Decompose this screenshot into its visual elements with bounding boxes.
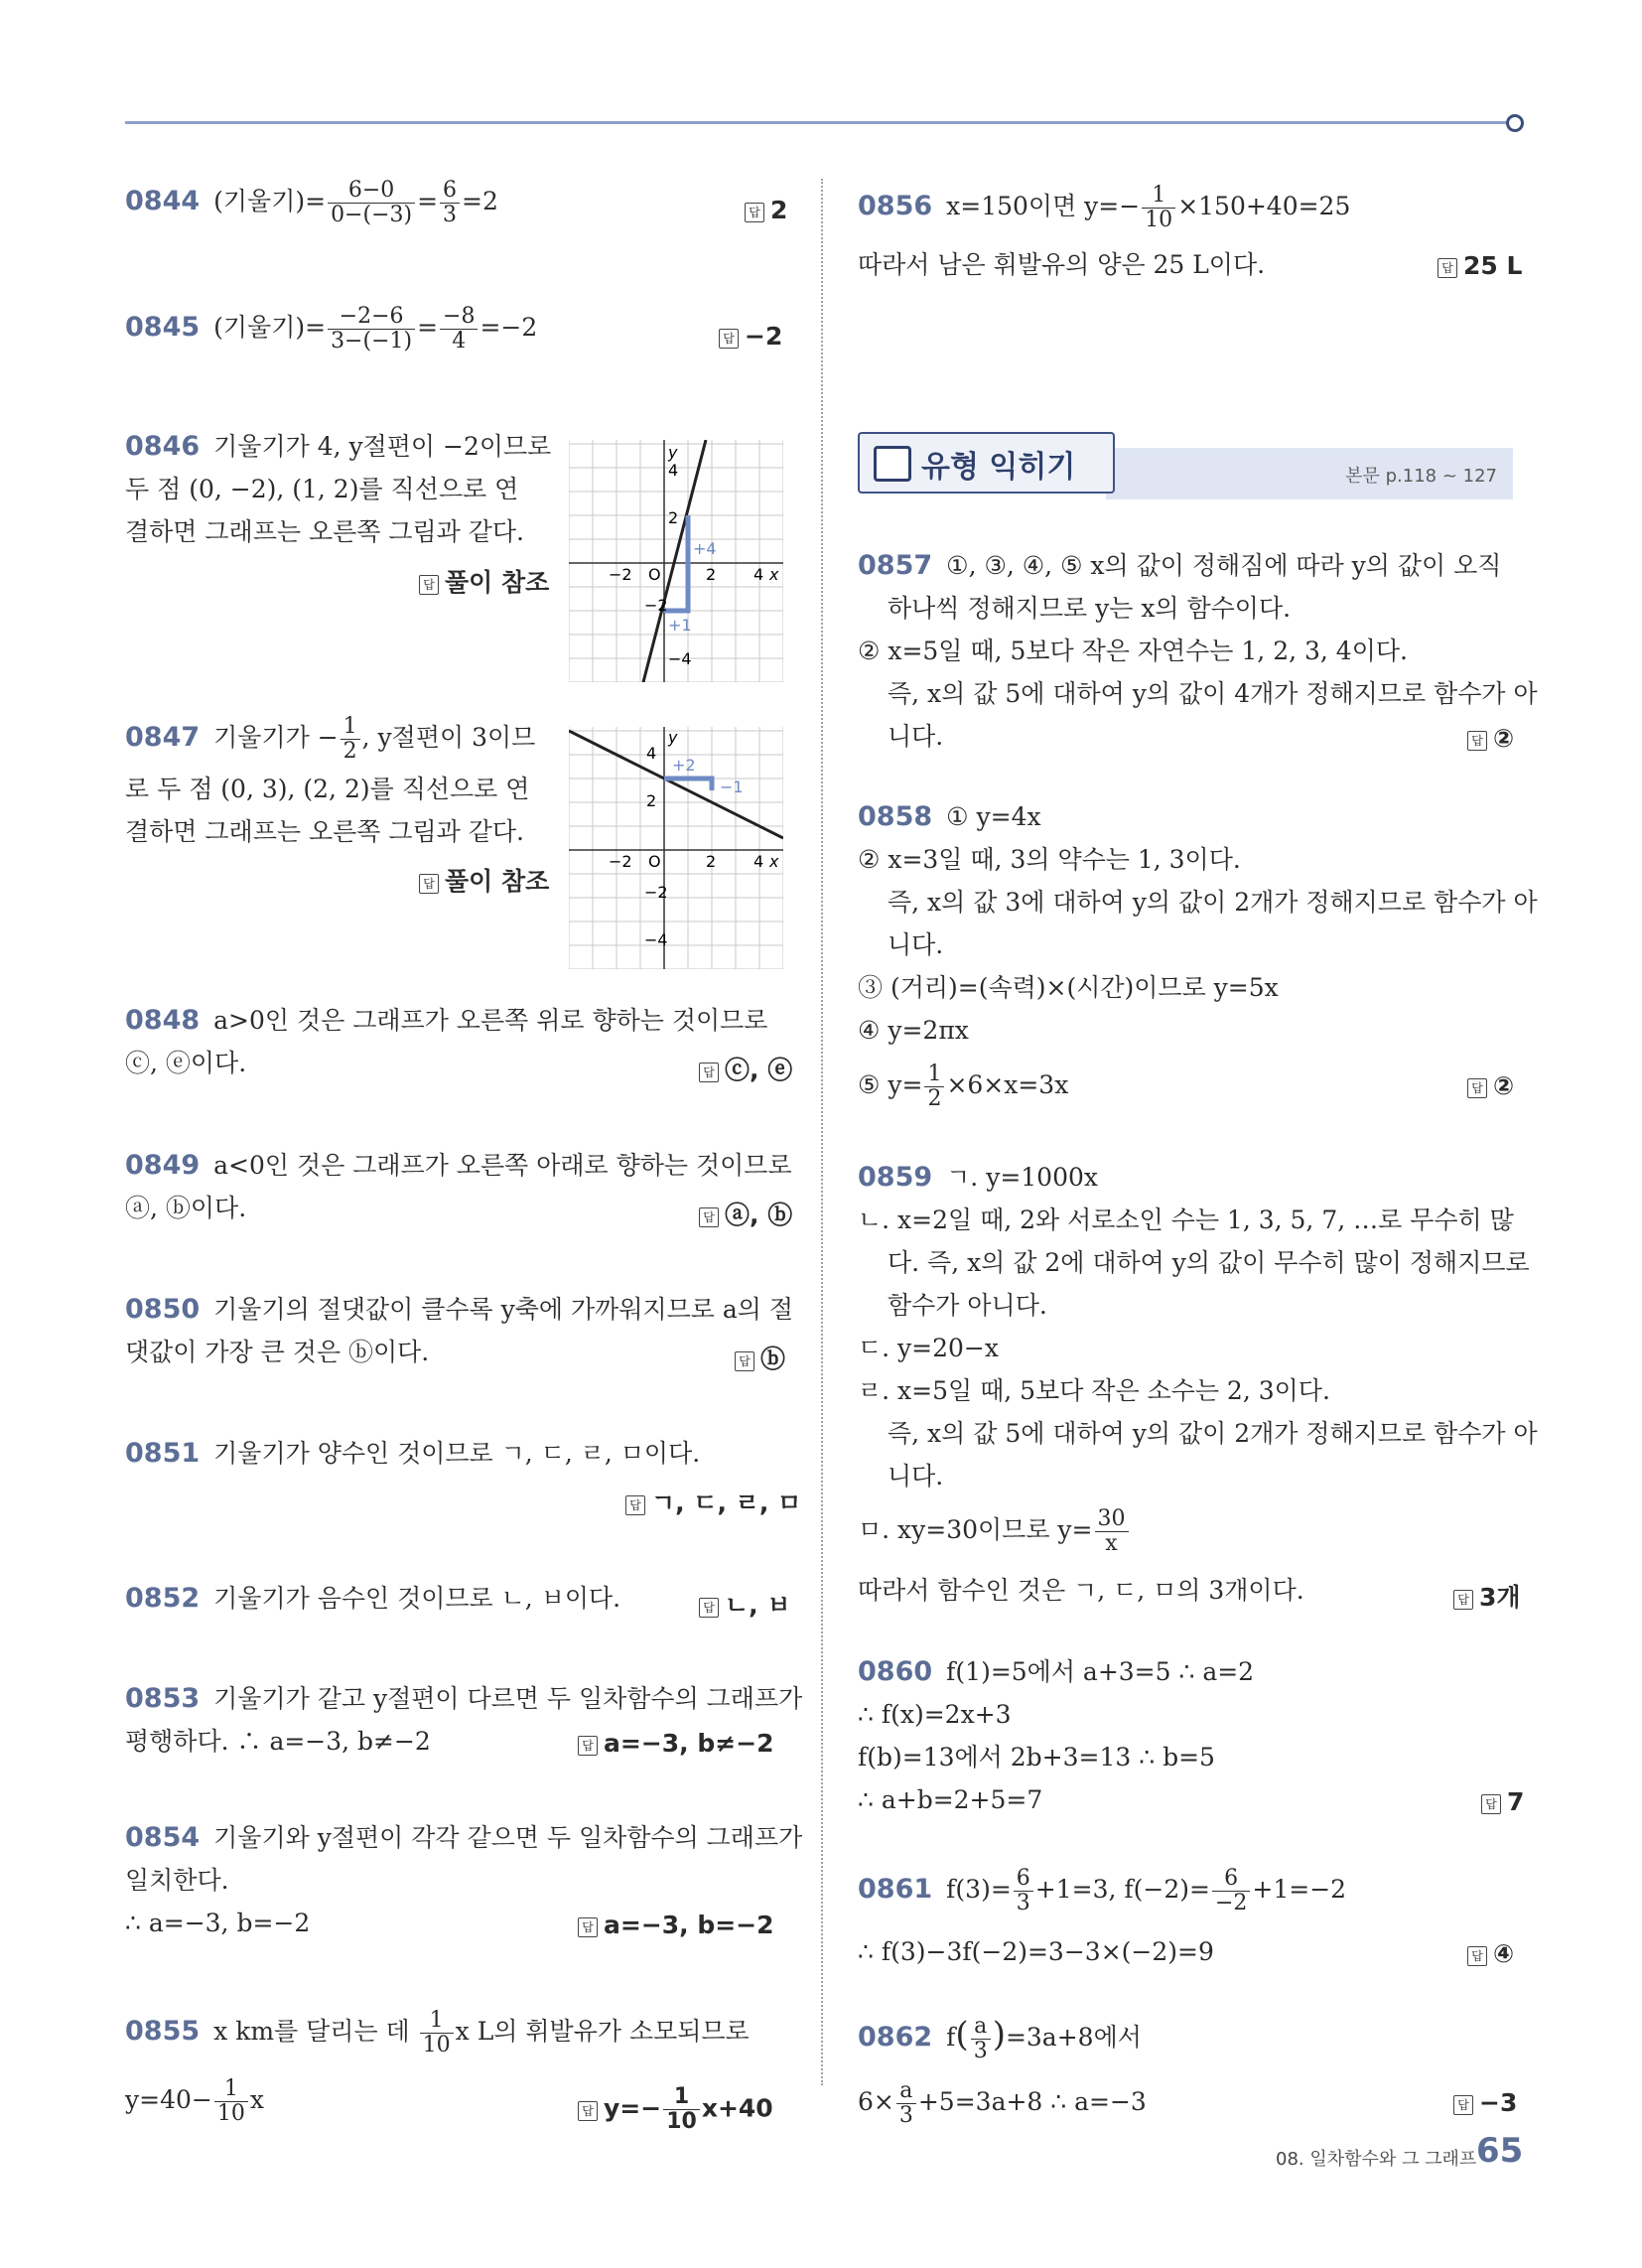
answer-0855	[578, 2085, 773, 2134]
text-line: 니다.	[888, 930, 944, 959]
text-line: ∴ f(x)=2x+3	[858, 1700, 1012, 1729]
answer-mark-icon: 답	[745, 203, 764, 222]
problem-number: 0848	[125, 1005, 201, 1036]
origin-label: O	[648, 565, 661, 584]
denominator: 0−(−3)	[331, 203, 413, 227]
answer-0849	[699, 1196, 792, 1231]
answer-mark-icon: 답	[1481, 1794, 1501, 1814]
fraction	[341, 715, 360, 764]
text: x L의 휘발유가 소모되므로	[455, 2017, 750, 2046]
answer-0851	[625, 1484, 801, 1519]
answer-0861	[1467, 1939, 1514, 1968]
answer-value: ⓐ, ⓑ	[725, 1201, 793, 1229]
problem-0844	[125, 179, 498, 227]
text-line: ③ (거리)=(속력)×(시간)이므로 y=5x	[858, 973, 1279, 1002]
x-tick-label: 2	[706, 565, 717, 584]
answer-0852	[699, 1586, 791, 1622]
answer-0862	[1453, 2088, 1517, 2117]
problem-0859	[858, 1156, 1098, 1199]
problem-number: 0858	[858, 801, 933, 832]
text-line: f(b)=13에서 2b+3=13 ∴ b=5	[858, 1743, 1215, 1772]
answer-mark-icon: 답	[1467, 1946, 1487, 1966]
text-line: ㄹ. x=5일 때, 5보다 작은 소수는 2, 3이다.	[858, 1376, 1330, 1405]
banner-title-box	[858, 432, 1115, 494]
text: 6×	[858, 2087, 894, 2116]
y-tick-label: −2	[644, 883, 668, 902]
text: =2	[462, 187, 498, 215]
numerator: 1	[420, 2009, 454, 2034]
text: a<0인 것은 그래프가 오른쪽 아래로 향하는 것이므로	[213, 1151, 792, 1180]
x-axis-label: x	[769, 565, 779, 584]
text: 기울기가 같고 y절편이 다르면 두 일차함수의 그래프가	[213, 1684, 803, 1713]
answer-value: ㄴ, ㅂ	[725, 1591, 791, 1620]
fraction	[420, 2009, 454, 2057]
fraction	[924, 1063, 944, 1111]
problem-number: 0856	[858, 191, 933, 221]
answer-0848	[699, 1051, 792, 1086]
text: f(1)=5에서 a+3=5 ∴ a=2	[946, 1657, 1255, 1686]
text-line: ④ y=2πx	[858, 1016, 969, 1045]
problem-number: 0860	[858, 1656, 933, 1687]
denominator: 10	[1145, 208, 1173, 232]
y-tick-label: 4	[668, 461, 679, 480]
problem-number: 0855	[125, 2016, 201, 2047]
y-tick-label: −4	[668, 649, 692, 668]
page-number: 65	[1476, 2131, 1524, 2171]
problem-0861	[858, 1867, 1346, 1915]
text: ㅁ. xy=30이므로 y=	[858, 1515, 1093, 1544]
answer-mark-icon: 답	[578, 1736, 598, 1756]
problem-0854	[125, 1816, 802, 1859]
text-line: 따라서 남은 휘발유의 양은 25 L이다.	[858, 250, 1266, 279]
text: 기울기와 y절편이 각각 같으면 두 일차함수의 그래프가	[213, 1823, 803, 1852]
step-label: +2	[672, 756, 696, 775]
answer-mark-icon: 답	[1453, 1590, 1473, 1610]
answer-value: ②	[1493, 724, 1515, 753]
denominator: −2	[1214, 1891, 1248, 1915]
answer-0854	[578, 1911, 774, 1939]
answer-mark-icon: 답	[735, 1351, 754, 1371]
numerator: 6	[1212, 1867, 1250, 1892]
text: a>0인 것은 그래프가 오른쪽 위로 향하는 것이므로	[213, 1006, 768, 1035]
y-tick-label: −4	[644, 930, 668, 949]
graph-0847	[569, 727, 783, 969]
text: +1=−2	[1252, 1875, 1347, 1904]
line-y-half-x-3	[569, 731, 783, 838]
answer-0858	[1467, 1071, 1514, 1100]
text: ×150+40=25	[1177, 192, 1351, 220]
problem-0845	[125, 305, 537, 354]
text: f(3)=	[946, 1875, 1012, 1904]
text: (기울기)=	[213, 187, 327, 215]
text: =−2	[479, 313, 538, 342]
answer-0847	[419, 862, 549, 898]
step-label: +4	[693, 539, 717, 558]
text-line: ∴ f(3)−3f(−2)=3−3×(−2)=9	[858, 1937, 1214, 1966]
fraction	[896, 2079, 916, 2128]
numerator: 1	[924, 1063, 944, 1087]
text-line: 두 점 (0, −2), (1, 2)를 직선으로 연	[125, 475, 519, 503]
answer-value: 3개	[1479, 1583, 1521, 1612]
text: f	[946, 2023, 956, 2052]
fraction	[214, 2077, 248, 2126]
fraction	[1142, 184, 1175, 232]
text-line: 댓값이 가장 큰 것은 ⓑ이다.	[125, 1338, 430, 1366]
problem-number: 0862	[858, 2022, 933, 2053]
answer-value: ⓒ, ⓔ	[725, 1056, 793, 1084]
problem-0850	[125, 1288, 793, 1331]
problem-number: 0851	[125, 1438, 201, 1469]
text: 기울기가 4, y절편이 −2이므로	[213, 432, 552, 461]
answer-0850	[735, 1340, 785, 1375]
problem-0858	[858, 795, 1041, 838]
text: 기울기가 −	[213, 723, 339, 752]
text: (기울기)=	[213, 313, 327, 342]
text-line: ② x=3일 때, 3의 약수는 1, 3이다.	[858, 845, 1241, 874]
problem-0855	[125, 2009, 750, 2057]
problem-0859-line9	[858, 1507, 1131, 1556]
fraction	[1095, 1507, 1129, 1556]
answer-mark-icon: 답	[419, 874, 439, 894]
denominator: x	[1105, 1531, 1118, 1556]
text-line: 평행하다. ∴ a=−3, b≠−2	[125, 1727, 431, 1756]
text-line: 니다.	[888, 1462, 944, 1490]
text-line: 결하면 그래프는 오른쪽 그림과 같다.	[125, 517, 524, 546]
denominator: 3	[1016, 1891, 1030, 1915]
denominator: 3−(−1)	[331, 329, 413, 354]
y-tick-label: 4	[646, 744, 657, 763]
answer-0860	[1481, 1787, 1524, 1816]
text: +1=3, f(−2)=	[1034, 1875, 1210, 1904]
problem-0860	[858, 1650, 1254, 1693]
text: +5=3a+8 ∴ a=−3	[917, 2087, 1147, 2116]
fraction	[1212, 1867, 1250, 1915]
numerator: 1	[341, 715, 360, 740]
denominator: 10	[666, 2109, 697, 2134]
numerator: −8	[440, 305, 478, 330]
x-tick-label: −2	[609, 852, 632, 871]
x-tick-label: −2	[609, 565, 632, 584]
text: 기울기의 절댓값이 클수록 y축에 가까워지므로 a의 절	[213, 1295, 794, 1324]
denominator: 3	[973, 2039, 988, 2063]
problem-number: 0854	[125, 1822, 201, 1853]
text-line: ∴ a=−3, b=−2	[125, 1909, 311, 1937]
problem-0862: 0862 f( $\frac{a}{3}$ )=3a+8에서	[858, 2014, 1142, 2063]
text-line: 결하면 그래프는 오른쪽 그림과 같다.	[125, 817, 524, 846]
problem-0855-line2	[125, 2077, 264, 2126]
y-axis-label: y	[668, 443, 678, 462]
denominator: 2	[927, 1086, 942, 1111]
text-line: 로 두 점 (0, 3), (2, 2)를 직선으로 연	[125, 775, 530, 803]
top-rule	[125, 121, 1513, 124]
numerator: a	[971, 2015, 991, 2040]
answer-mark-icon: 답	[699, 1598, 719, 1618]
text-line: ∴ a+b=2+5=7	[858, 1785, 1043, 1814]
graph-0846	[569, 440, 783, 682]
answer-value: 7	[1507, 1787, 1525, 1816]
problem-0857	[858, 544, 1501, 587]
section-banner	[858, 432, 1513, 499]
y-tick-label: 2	[646, 791, 657, 810]
text-line: ㄴ. x=2일 때, 2와 서로소인 수는 1, 3, 5, 7, …로 무수히 많	[858, 1205, 1514, 1234]
text: ×6×x=3x	[946, 1070, 1069, 1099]
answer-value: 2	[770, 196, 788, 224]
answer-value: x+40	[701, 2093, 773, 2123]
chapter-footer: 08. 일차함수와 그 그래프	[1276, 2149, 1477, 2170]
answer-value: 25 L	[1463, 251, 1523, 280]
text-line: ㄷ. y=20−x	[858, 1334, 999, 1362]
denominator: 4	[452, 329, 467, 354]
numerator: 6−0	[328, 179, 415, 204]
text-line: 니다.	[888, 722, 944, 751]
answer-mark-icon: 답	[1437, 258, 1457, 278]
x-axis-label: x	[769, 852, 779, 871]
answer-value: ㄱ, ㄷ, ㄹ, ㅁ	[651, 1488, 802, 1517]
text: x km를 달리는 데	[213, 2017, 418, 2046]
banner-title: 유형 익히기	[921, 450, 1076, 485]
problem-number: 0859	[858, 1162, 933, 1193]
denominator: 3	[443, 203, 458, 227]
text-line: 즉, x의 값 3에 대하여 y의 값이 2개가 정해지므로 함수가 아	[888, 888, 1538, 917]
text: ①, ③, ④, ⑤ x의 값이 정해짐에 따라 y의 값이 오직	[946, 551, 1502, 580]
numerator: 6	[1014, 1867, 1033, 1892]
text: =	[417, 187, 439, 215]
problem-0856	[858, 184, 1350, 232]
y-tick-label: −2	[644, 596, 668, 615]
answer-mark-icon: 답	[419, 575, 439, 595]
problem-number: 0845	[125, 312, 201, 343]
problem-0851	[125, 1432, 700, 1475]
answer-mark-icon: 답	[1453, 2095, 1473, 2115]
answer-value: ④	[1493, 1939, 1515, 1968]
text: 기울기가 음수인 것이므로 ㄴ, ㅂ이다.	[213, 1584, 621, 1613]
top-rule-dot	[1506, 114, 1524, 132]
answer-0856	[1437, 251, 1522, 280]
numerator: 6	[440, 179, 460, 204]
numerator: 1	[214, 2077, 248, 2102]
answer-value: ②	[1493, 1071, 1515, 1100]
text-line: 따라서 함수인 것은 ㄱ, ㄷ, ㅁ의 3개이다.	[858, 1576, 1304, 1605]
answer-value: a=−3, b=−2	[604, 1911, 774, 1939]
problem-0849	[125, 1144, 792, 1187]
problem-0852	[125, 1577, 620, 1620]
denominator: 2	[342, 739, 357, 764]
answer-0844	[745, 196, 787, 224]
problem-number: 0857	[858, 550, 933, 581]
problem-0846	[125, 425, 551, 468]
x-tick-label: 4	[753, 565, 764, 584]
fraction	[328, 179, 415, 227]
answer-mark-icon: 답	[1467, 1078, 1487, 1098]
problem-number: 0847	[125, 722, 201, 753]
text-line: 즉, x의 값 5에 대하여 y의 값이 4개가 정해지므로 함수가 아	[888, 679, 1538, 708]
text-line: 즉, x의 값 5에 대하여 y의 값이 2개가 정해지므로 함수가 아	[888, 1419, 1538, 1448]
text: x=150이면 y=−	[946, 192, 1141, 220]
text: y=40−	[125, 2085, 212, 2114]
notebook-icon	[874, 446, 911, 482]
step-label: +1	[668, 616, 692, 635]
problem-0848	[125, 999, 767, 1042]
fraction	[1014, 1867, 1033, 1915]
answer-value: −2	[745, 322, 783, 351]
text-line: ② x=5일 때, 5보다 작은 자연수는 1, 2, 3, 4이다.	[858, 637, 1408, 665]
numerator: 1	[663, 2085, 700, 2110]
problem-0853	[125, 1677, 802, 1720]
text-line: ⓒ, ⓔ이다.	[125, 1049, 247, 1077]
numerator: −2−6	[328, 305, 415, 330]
problem-0858-line7	[858, 1063, 1068, 1111]
answer-mark-icon: 답	[699, 1207, 719, 1227]
problem-0847	[125, 715, 535, 764]
answer-value: a=−3, b≠−2	[604, 1729, 774, 1758]
step-label: −1	[720, 778, 744, 796]
text: 기울기가 양수인 것이므로 ㄱ, ㄷ, ㄹ, ㅁ이다.	[213, 1439, 701, 1468]
fraction	[440, 179, 460, 227]
text: ⑤ y=	[858, 1070, 923, 1099]
denominator: 3	[898, 2103, 913, 2128]
answer-mark-icon: 답	[699, 1063, 719, 1082]
text: ① y=4x	[946, 802, 1041, 831]
text-line: 일치한다.	[125, 1866, 229, 1895]
numerator: 1	[1142, 184, 1175, 209]
answer-mark-icon: 답	[719, 329, 739, 349]
problem-number: 0861	[858, 1874, 933, 1905]
problem-0862-line2	[858, 2079, 1147, 2128]
problem-number: 0852	[125, 1583, 201, 1614]
answer-value: 풀이 참조	[445, 568, 550, 597]
problem-number: 0844	[125, 186, 201, 216]
denominator: 10	[422, 2033, 451, 2057]
problem-number: 0849	[125, 1150, 201, 1181]
fraction	[971, 2015, 991, 2063]
numerator: a	[896, 2079, 916, 2104]
fraction	[440, 305, 478, 354]
banner-page-ref: 본문 p.118 ~ 127	[1345, 466, 1497, 487]
text-line: 다. 즉, x의 값 2에 대하여 y의 값이 무수히 많이 정해지므로	[888, 1248, 1530, 1277]
fraction	[663, 2085, 700, 2134]
answer-mark-icon: 답	[1467, 731, 1487, 751]
answer-0846	[419, 563, 549, 599]
answer-value: 풀이 참조	[445, 867, 550, 896]
answer-mark-icon: 답	[578, 1917, 598, 1937]
text: x	[249, 2085, 264, 2114]
answer-0853	[578, 1729, 774, 1758]
problem-number: 0850	[125, 1294, 201, 1325]
text: =3a+8에서	[1005, 2023, 1142, 2052]
text: , y절편이 3이므	[361, 723, 536, 752]
problem-number: 0846	[125, 431, 201, 462]
answer-value: ⓑ	[760, 1345, 786, 1373]
x-tick-label: 2	[706, 852, 717, 871]
text-line: 하나씩 정해지므로 y는 x의 함수이다.	[888, 594, 1292, 623]
answer-value: y=−	[604, 2093, 662, 2123]
column-divider	[821, 179, 823, 2085]
fraction	[328, 305, 415, 354]
y-axis-label: y	[668, 728, 678, 747]
text: ㄱ. y=1000x	[946, 1163, 1098, 1192]
answer-value: −3	[1479, 2088, 1518, 2117]
origin-label: O	[648, 852, 661, 871]
answer-0859	[1453, 1578, 1521, 1614]
answer-0857	[1467, 724, 1514, 753]
text-line: ⓐ, ⓑ이다.	[125, 1194, 247, 1222]
answer-mark-icon: 답	[625, 1495, 645, 1515]
text-line: 함수가 아니다.	[888, 1291, 1047, 1320]
answer-mark-icon: 답	[578, 2101, 598, 2121]
answer-0845	[719, 322, 782, 351]
numerator: 30	[1095, 1507, 1129, 1532]
x-tick-label: 4	[753, 852, 764, 871]
text: =	[417, 313, 439, 342]
y-tick-label: 2	[668, 508, 679, 527]
problem-number: 0853	[125, 1683, 201, 1714]
denominator: 10	[216, 2101, 245, 2126]
